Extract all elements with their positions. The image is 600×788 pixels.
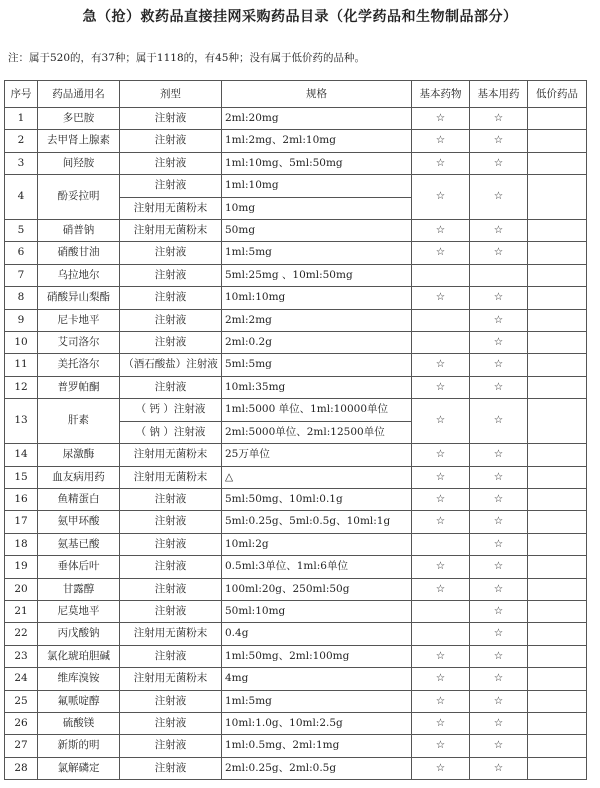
cell-no: 6	[5, 242, 38, 264]
cell-dosage-form: 注射液	[120, 511, 222, 533]
table-row	[5, 287, 587, 309]
cell-specification: 1ml:5mg	[222, 242, 412, 264]
cell-specification: 1ml:2mg、2ml:10mg	[222, 130, 412, 152]
table-row	[5, 108, 587, 130]
cell-dosage-form: 注射液	[120, 264, 222, 286]
cell-specification: 1ml:10mg	[222, 175, 412, 197]
cell-specification: 50mg	[222, 220, 412, 242]
cell-specification: 2ml:0.25g、2ml:0.5g	[222, 757, 412, 779]
cell-basic-use: ☆	[470, 757, 528, 779]
cell-no: 12	[5, 376, 38, 398]
cell-basic-drug: ☆	[412, 488, 470, 510]
cell-no: 10	[5, 332, 38, 354]
cell-specification: 25万单位	[222, 444, 412, 466]
cell-dosage-form: 注射液	[120, 645, 222, 667]
cell-specification: 2ml:2mg	[222, 309, 412, 331]
table-row	[5, 645, 587, 667]
cell-specification: 5ml:0.25g、5ml:0.5g、10ml:1g	[222, 511, 412, 533]
table-row	[5, 399, 587, 421]
header-form: 剂型	[120, 81, 222, 108]
cell-drug-name: 尼卡地平	[38, 309, 120, 331]
cell-dosage-form: 注射液	[120, 332, 222, 354]
cell-specification: 1ml:5000 单位、1ml:10000单位	[222, 399, 412, 421]
cell-specification: 5ml:25mg 、10ml:50mg	[222, 264, 412, 286]
cell-dosage-form: 注射用无菌粉末	[120, 668, 222, 690]
cell-basic-use: ☆	[470, 690, 528, 712]
cell-dosage-form: 注射液	[120, 556, 222, 578]
table-row	[5, 578, 587, 600]
cell-basic-use: ☆	[470, 488, 528, 510]
cell-specification: 10ml:10mg	[222, 287, 412, 309]
cell-specification: 2ml:5000单位、2ml:12500单位	[222, 421, 412, 443]
cell-dosage-form: 注射液	[120, 712, 222, 734]
cell-drug-name: 硫酸镁	[38, 712, 120, 734]
table-header-row	[5, 81, 587, 108]
table-row	[5, 735, 587, 757]
table-row	[5, 376, 587, 398]
cell-low-price	[528, 735, 587, 757]
table-row	[5, 444, 587, 466]
cell-drug-name: 甘露醇	[38, 578, 120, 600]
cell-no: 26	[5, 712, 38, 734]
cell-basic-drug: ☆	[412, 712, 470, 734]
cell-drug-name: 肝素	[38, 399, 120, 444]
cell-specification: 10ml:35mg	[222, 376, 412, 398]
cell-basic-use: ☆	[470, 712, 528, 734]
cell-low-price	[528, 511, 587, 533]
cell-no: 27	[5, 735, 38, 757]
cell-basic-use: ☆	[470, 578, 528, 600]
cell-basic-drug	[412, 533, 470, 555]
cell-no: 13	[5, 399, 38, 444]
cell-dosage-form: 注射液	[120, 130, 222, 152]
cell-low-price	[528, 757, 587, 779]
cell-no: 5	[5, 220, 38, 242]
cell-dosage-form: 注射液	[120, 533, 222, 555]
cell-drug-name: 间羟胺	[38, 152, 120, 174]
cell-low-price	[528, 376, 587, 398]
cell-dosage-form: 注射用无菌粉末	[120, 623, 222, 645]
cell-drug-name: 美托洛尔	[38, 354, 120, 376]
cell-basic-use: ☆	[470, 175, 528, 220]
cell-dosage-form: 注射用无菌粉末	[120, 197, 222, 219]
table-row	[5, 332, 587, 354]
cell-basic-use	[470, 264, 528, 286]
cell-low-price	[528, 690, 587, 712]
cell-no: 22	[5, 623, 38, 645]
cell-drug-name: 酚妥拉明	[38, 175, 120, 220]
cell-basic-drug	[412, 600, 470, 622]
cell-specification: 10ml:1.0g、10ml:2.5g	[222, 712, 412, 734]
cell-basic-drug: ☆	[412, 152, 470, 174]
cell-specification: 10ml:2g	[222, 533, 412, 555]
document-title: 急（抢）救药品直接挂网采购药品目录（化学药品和生物制品部分）	[82, 9, 518, 25]
cell-drug-name: 鱼精蛋白	[38, 488, 120, 510]
cell-basic-use: ☆	[470, 376, 528, 398]
cell-no: 2	[5, 130, 38, 152]
cell-no: 17	[5, 511, 38, 533]
document-note: 注：属于520的，有37种；属于1118的，有45种；没有属于低价药的品种。	[8, 52, 365, 64]
cell-basic-use: ☆	[470, 130, 528, 152]
cell-basic-drug: ☆	[412, 735, 470, 757]
cell-basic-use: ☆	[470, 309, 528, 331]
cell-specification: 1ml:10mg、5ml:50mg	[222, 152, 412, 174]
cell-drug-name: 维库溴铵	[38, 668, 120, 690]
cell-basic-drug: ☆	[412, 645, 470, 667]
cell-basic-use: ☆	[470, 533, 528, 555]
table-row	[5, 488, 587, 510]
cell-basic-use: ☆	[470, 287, 528, 309]
table-row	[5, 264, 587, 286]
cell-low-price	[528, 712, 587, 734]
cell-low-price	[528, 152, 587, 174]
table-row	[5, 354, 587, 376]
cell-drug-name: 新斯的明	[38, 735, 120, 757]
cell-low-price	[528, 668, 587, 690]
cell-basic-use: ☆	[470, 354, 528, 376]
cell-specification: 10mg	[222, 197, 412, 219]
cell-drug-name: 氨甲环酸	[38, 511, 120, 533]
cell-specification: 1ml:5mg	[222, 690, 412, 712]
cell-specification: 2ml:20mg	[222, 108, 412, 130]
cell-basic-drug: ☆	[412, 444, 470, 466]
cell-specification: 4mg	[222, 668, 412, 690]
cell-basic-drug	[412, 332, 470, 354]
cell-basic-use: ☆	[470, 332, 528, 354]
cell-no: 11	[5, 354, 38, 376]
cell-basic-use: ☆	[470, 623, 528, 645]
cell-drug-name: 血友病用药	[38, 466, 120, 488]
table-row	[5, 511, 587, 533]
cell-basic-drug	[412, 623, 470, 645]
cell-low-price	[528, 444, 587, 466]
cell-basic-use: ☆	[470, 152, 528, 174]
cell-basic-drug	[412, 309, 470, 331]
cell-low-price	[528, 108, 587, 130]
cell-no: 9	[5, 309, 38, 331]
cell-basic-drug: ☆	[412, 556, 470, 578]
header-name: 药品通用名	[38, 81, 120, 108]
cell-drug-name: 硝酸甘油	[38, 242, 120, 264]
cell-no: 24	[5, 668, 38, 690]
cell-dosage-form: 注射液	[120, 757, 222, 779]
cell-dosage-form: （ 钙 ）注射液	[120, 399, 222, 421]
cell-dosage-form: 注射液	[120, 600, 222, 622]
cell-drug-name: 多巴胺	[38, 108, 120, 130]
cell-specification: 0.4g	[222, 623, 412, 645]
cell-dosage-form: 注射用无菌粉末	[120, 444, 222, 466]
cell-low-price	[528, 332, 587, 354]
header-spec: 规格	[222, 81, 412, 108]
header-no: 序号	[5, 81, 38, 108]
cell-low-price	[528, 623, 587, 645]
cell-basic-drug: ☆	[412, 757, 470, 779]
table-row	[5, 309, 587, 331]
cell-dosage-form: 注射液	[120, 152, 222, 174]
cell-drug-name: 艾司洛尔	[38, 332, 120, 354]
cell-basic-use: ☆	[470, 399, 528, 444]
cell-specification: 2ml:0.2g	[222, 332, 412, 354]
table-row	[5, 466, 587, 488]
table-row	[5, 152, 587, 174]
cell-dosage-form: 注射液	[120, 376, 222, 398]
cell-basic-use: ☆	[470, 668, 528, 690]
cell-basic-drug: ☆	[412, 287, 470, 309]
cell-no: 15	[5, 466, 38, 488]
cell-drug-name: 硝酸异山梨酯	[38, 287, 120, 309]
cell-specification: 0.5ml:3单位、1ml:6单位	[222, 556, 412, 578]
cell-basic-use: ☆	[470, 556, 528, 578]
cell-dosage-form: 注射液	[120, 488, 222, 510]
drug-table	[4, 80, 587, 780]
cell-basic-use: ☆	[470, 108, 528, 130]
cell-basic-use: ☆	[470, 220, 528, 242]
cell-no: 16	[5, 488, 38, 510]
cell-basic-use: ☆	[470, 466, 528, 488]
cell-basic-drug: ☆	[412, 511, 470, 533]
cell-basic-drug: ☆	[412, 399, 470, 444]
table-row	[5, 242, 587, 264]
cell-basic-drug: ☆	[412, 175, 470, 220]
cell-basic-drug: ☆	[412, 130, 470, 152]
cell-drug-name: 氟哌啶醇	[38, 690, 120, 712]
cell-drug-name: 硝普钠	[38, 220, 120, 242]
table-row	[5, 600, 587, 622]
cell-no: 18	[5, 533, 38, 555]
cell-dosage-form: 注射液	[120, 242, 222, 264]
cell-low-price	[528, 175, 587, 220]
cell-basic-drug: ☆	[412, 354, 470, 376]
cell-basic-use: ☆	[470, 511, 528, 533]
table-row	[5, 757, 587, 779]
cell-specification: △	[222, 466, 412, 488]
cell-dosage-form: 注射用无菌粉末	[120, 220, 222, 242]
cell-low-price	[528, 399, 587, 444]
cell-low-price	[528, 242, 587, 264]
cell-drug-name: 垂体后叶	[38, 556, 120, 578]
cell-specification: 1ml:0.5mg、2ml:1mg	[222, 735, 412, 757]
cell-drug-name: 普罗帕酮	[38, 376, 120, 398]
cell-dosage-form: 注射液	[120, 690, 222, 712]
cell-dosage-form: 注射液	[120, 735, 222, 757]
table-row	[5, 712, 587, 734]
table-row	[5, 623, 587, 645]
cell-no: 4	[5, 175, 38, 220]
cell-no: 23	[5, 645, 38, 667]
cell-low-price	[528, 264, 587, 286]
cell-basic-drug: ☆	[412, 220, 470, 242]
cell-dosage-form: 注射液	[120, 287, 222, 309]
cell-specification: 5ml:5mg	[222, 354, 412, 376]
cell-drug-name: 乌拉地尔	[38, 264, 120, 286]
cell-low-price	[528, 488, 587, 510]
cell-drug-name: 尿激酶	[38, 444, 120, 466]
cell-low-price	[528, 578, 587, 600]
table-row	[5, 668, 587, 690]
cell-dosage-form: 注射液	[120, 309, 222, 331]
cell-basic-use: ☆	[470, 444, 528, 466]
cell-no: 28	[5, 757, 38, 779]
cell-basic-drug: ☆	[412, 376, 470, 398]
cell-dosage-form: （酒石酸盐）注射液	[120, 354, 222, 376]
cell-specification: 50ml:10mg	[222, 600, 412, 622]
cell-no: 25	[5, 690, 38, 712]
cell-no: 8	[5, 287, 38, 309]
cell-specification: 100ml:20g、250ml:50g	[222, 578, 412, 600]
cell-specification: 5ml:50mg、10ml:0.1g	[222, 488, 412, 510]
cell-no: 19	[5, 556, 38, 578]
cell-basic-drug	[412, 264, 470, 286]
cell-drug-name: 去甲肾上腺素	[38, 130, 120, 152]
table-row	[5, 220, 587, 242]
table-row	[5, 130, 587, 152]
cell-low-price	[528, 645, 587, 667]
cell-no: 20	[5, 578, 38, 600]
cell-dosage-form: 注射用无菌粉末	[120, 466, 222, 488]
cell-low-price	[528, 309, 587, 331]
cell-no: 14	[5, 444, 38, 466]
header-basic-drug: 基本药物	[412, 81, 470, 108]
cell-low-price	[528, 466, 587, 488]
cell-basic-drug: ☆	[412, 466, 470, 488]
cell-drug-name: 氨基已酸	[38, 533, 120, 555]
cell-no: 3	[5, 152, 38, 174]
cell-drug-name: 氯化琥珀胆碱	[38, 645, 120, 667]
cell-low-price	[528, 287, 587, 309]
table-row	[5, 556, 587, 578]
cell-low-price	[528, 533, 587, 555]
cell-drug-name: 丙戊酸钠	[38, 623, 120, 645]
table-row	[5, 175, 587, 197]
cell-low-price	[528, 354, 587, 376]
cell-specification: 1ml:50mg、2ml:100mg	[222, 645, 412, 667]
cell-basic-drug: ☆	[412, 108, 470, 130]
cell-low-price	[528, 556, 587, 578]
cell-dosage-form: 注射液	[120, 175, 222, 197]
cell-dosage-form: 注射液	[120, 578, 222, 600]
cell-drug-name: 尼莫地平	[38, 600, 120, 622]
table-row	[5, 690, 587, 712]
header-low-price: 低价药品	[528, 81, 587, 108]
table-row	[5, 533, 587, 555]
cell-basic-drug: ☆	[412, 242, 470, 264]
header-basic-use: 基本用药	[470, 81, 528, 108]
cell-basic-drug: ☆	[412, 668, 470, 690]
cell-no: 1	[5, 108, 38, 130]
cell-low-price	[528, 220, 587, 242]
cell-basic-use: ☆	[470, 242, 528, 264]
cell-drug-name: 氯解磷定	[38, 757, 120, 779]
cell-basic-drug: ☆	[412, 690, 470, 712]
cell-low-price	[528, 600, 587, 622]
table-body	[5, 108, 587, 780]
cell-dosage-form: （ 钠 ）注射液	[120, 421, 222, 443]
cell-no: 21	[5, 600, 38, 622]
cell-basic-use: ☆	[470, 735, 528, 757]
cell-basic-use: ☆	[470, 600, 528, 622]
cell-low-price	[528, 130, 587, 152]
cell-basic-use: ☆	[470, 645, 528, 667]
cell-no: 7	[5, 264, 38, 286]
cell-basic-drug: ☆	[412, 578, 470, 600]
cell-dosage-form: 注射液	[120, 108, 222, 130]
